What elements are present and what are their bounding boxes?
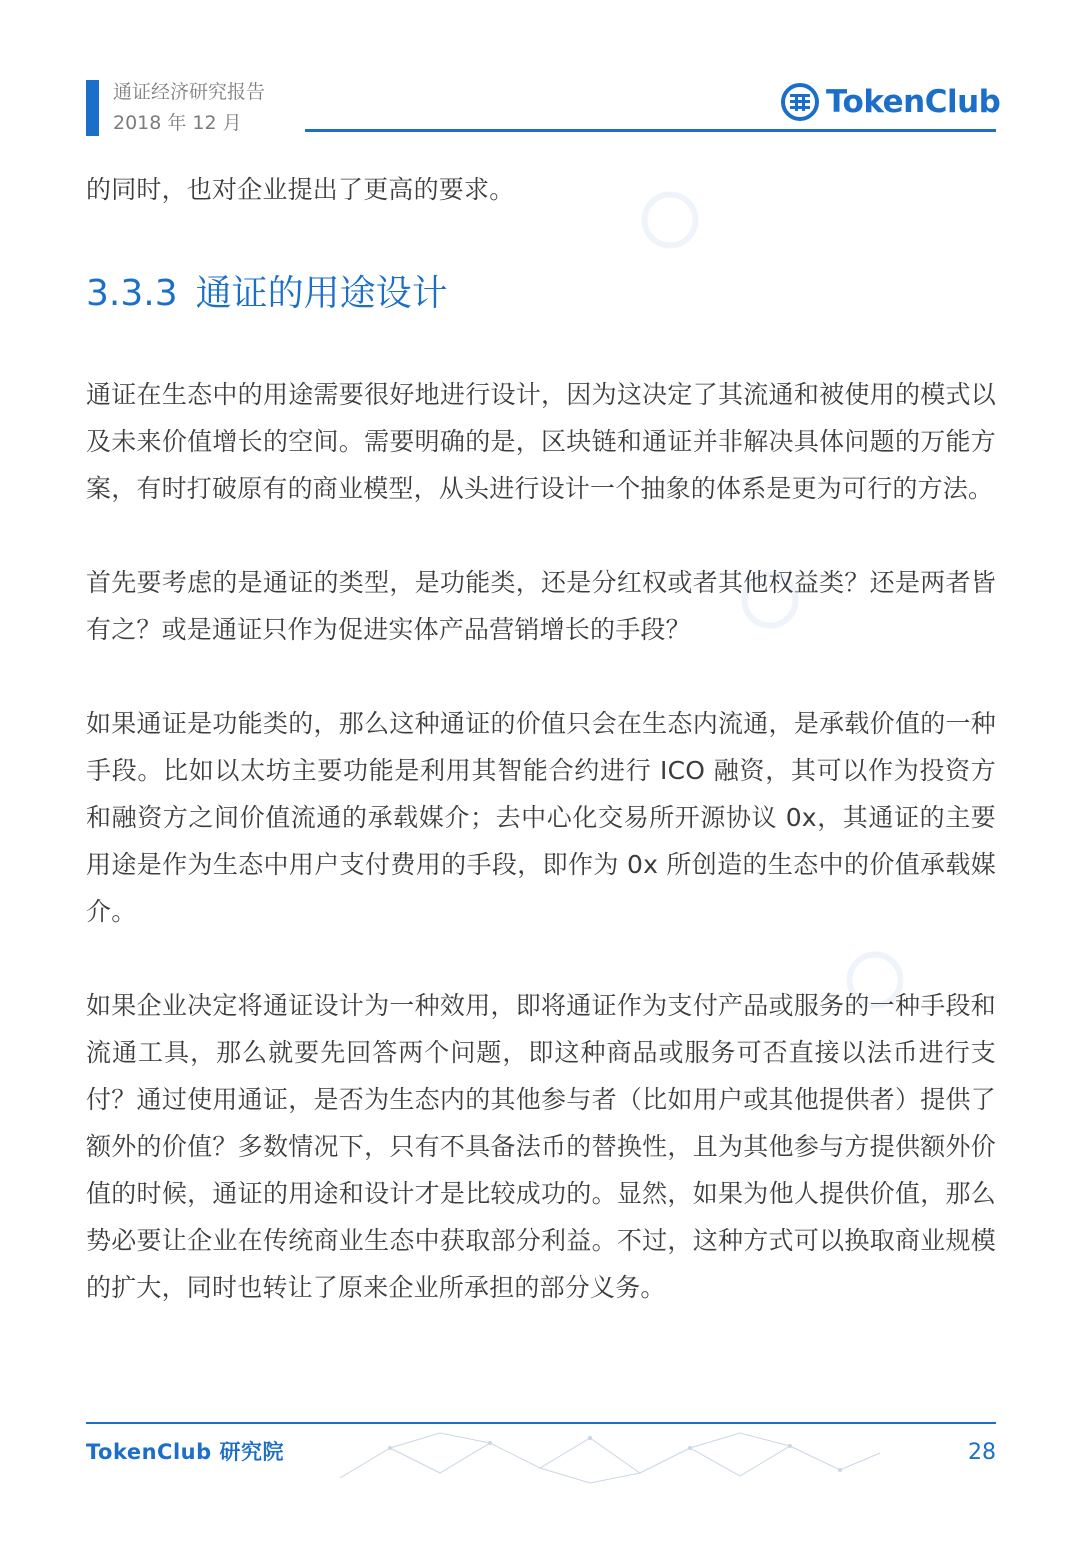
section-number: 3.3.3 — [86, 273, 178, 314]
tokenclub-logo — [780, 80, 1000, 124]
footer-divider — [86, 1422, 996, 1424]
footer-brand: TokenClub 研究院 — [86, 1440, 284, 1464]
network-decoration-icon — [330, 1428, 890, 1488]
report-title: 通证经济研究报告 — [113, 81, 266, 103]
intro-paragraph: 的同时，也对企业提出了更高的要求。 — [86, 175, 515, 204]
body-paragraph: 如果企业决定将通证设计为一种效用，即将通证作为支付产品或服务的一种手段和流通工具，那么就要先回答两个问题，即这种商品或服务可否直接以法币进行支付？通过使用通证，是否为生态内的其他参与者（比如用户或其他提供者）提供了额外的价值？多数情况下，只有不具备法币的替换性，且为其他参与方提供额外价值的时候，通证的用途和设计才是比较成功的。显然，如果为他人提供价值，那么势必要让企业在传统商业生态中获取部分利益。不过，这种方式可以换取商业规模的扩大，同时也转让了原来企业所承担的部分义务。 — [86, 991, 996, 1302]
section-title: 通证的用途设计 — [195, 273, 448, 314]
section-heading — [86, 269, 996, 319]
header-accent-bar — [86, 80, 99, 136]
body-paragraph: 通证在生态中的用途需要很好地进行设计，因为这决定了其流通和被使用的模式以及未来价值增长的空间。需要明确的是，区块链和通证并非解决具体问题的万能方案，有时打破原有的商业模型，从头进行设计一个抽象的体系是更为可行的方法。 — [86, 380, 996, 503]
page-number: 28 — [968, 1440, 996, 1465]
body-paragraph: 如果通证是功能类的，那么这种通证的价值只会在生态内流通，是承载价值的一种手段。比如以太坊主要功能是利用其智能合约进行 ICO 融资，其可以作为投资方和融资方之间价值流通的承载媒介；去中心化交易所开源协议 0x，其通证的主要用途是作为生态中用户支付费用的手段，即作为 0x 所创造的生态中的价值承载媒介。 — [86, 709, 996, 926]
logo-text: TokenClub — [826, 84, 1001, 120]
page-content — [86, 166, 996, 1311]
report-date: 2018 年 12 月 — [113, 112, 242, 134]
body-paragraph: 首先要考虑的是通证的类型，是功能类，还是分红权或者其他权益类？还是两者皆有之？或是通证只作为促进实体产品营销增长的手段？ — [86, 568, 996, 644]
header-divider — [305, 129, 996, 132]
tokenclub-emblem-icon — [780, 82, 820, 122]
